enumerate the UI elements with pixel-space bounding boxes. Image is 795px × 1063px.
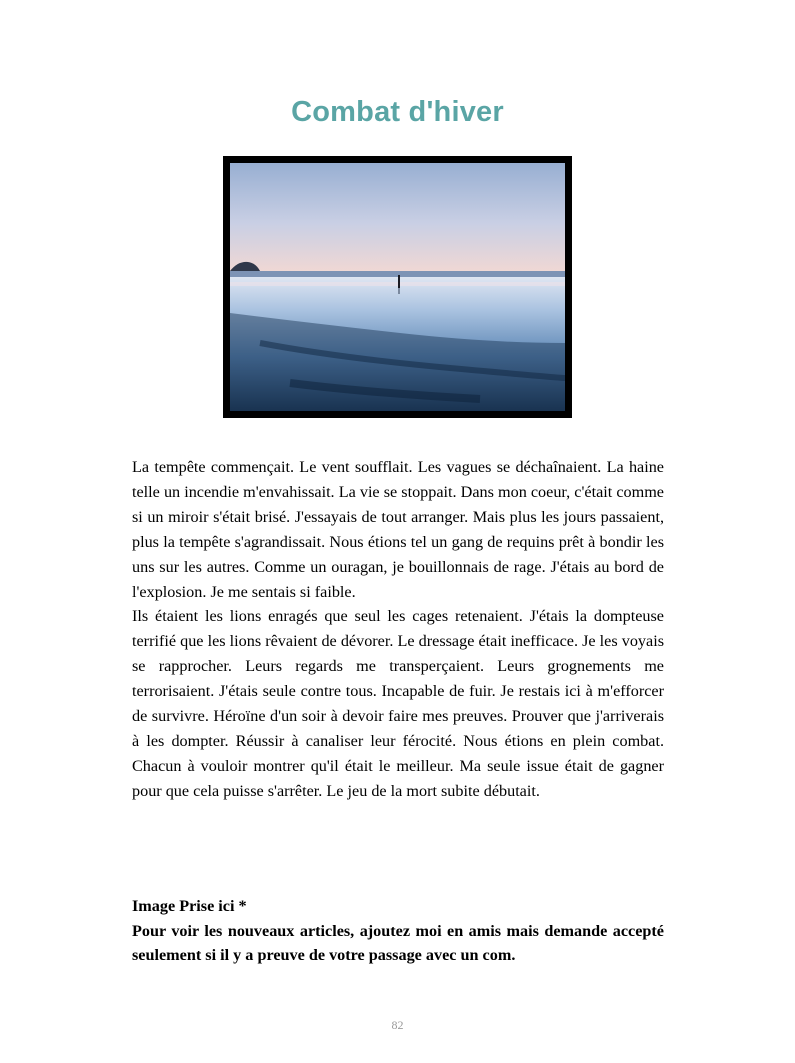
image-credit-note: Image Prise ici * xyxy=(132,897,247,915)
paragraph-2: Ils étaient les lions enragés que seul les cages retenaient. J'étais la dompteuse terrifié que les lions rêvaient de dévorer. Le dressage était inefficace. Je les voyais se rapprocher. Leurs regards me transperçaient. Leurs grognements me terrorisaient. J'étais seule contre tous. Incapable de fuir. Je restais ici à m'efforcer de survivre. Héroïne d'un soir à devoir faire mes preuves. Prouver que j'arriverais à les dompter. Réussir à canaliser leur férocité. Nous étions en plein combat. Chacun à vouloir montrer qu'il était le meilleur. Ma seule issue était de gagner pour que cela puisse s'arrêter. Le jeu de la mort subite débutait. xyxy=(132,607,664,800)
article-body xyxy=(132,455,664,804)
photo-image xyxy=(230,163,565,411)
beach-landscape-photo xyxy=(223,156,572,418)
page-title: Combat d'hiver xyxy=(291,96,504,128)
article-notes xyxy=(132,894,664,968)
friend-request-note: Pour voir les nouveaux articles, ajoutez moi en amis mais demande accepté seulement si il y a preuve de votre passage avec un com. xyxy=(132,921,664,964)
page-number: 82 xyxy=(391,1018,404,1032)
paragraph-1: La tempête commençait. Le vent soufflait. Les vagues se déchaînaient. La haine telle un incendie m'envahissait. La vie se stoppait. Dans mon coeur, c'était comme si un miroir s'était brisé. J'essayais de tout arranger. Mais plus les jours passaient, plus la tempête s'agrandissait. Nous étions tel un gang de requins prêt à bondir les uns sur les autres. Comme un ouragan, je bouillonnais de rage. J'étais au bord de l'explosion. Je me sentais si faible. xyxy=(132,458,664,601)
